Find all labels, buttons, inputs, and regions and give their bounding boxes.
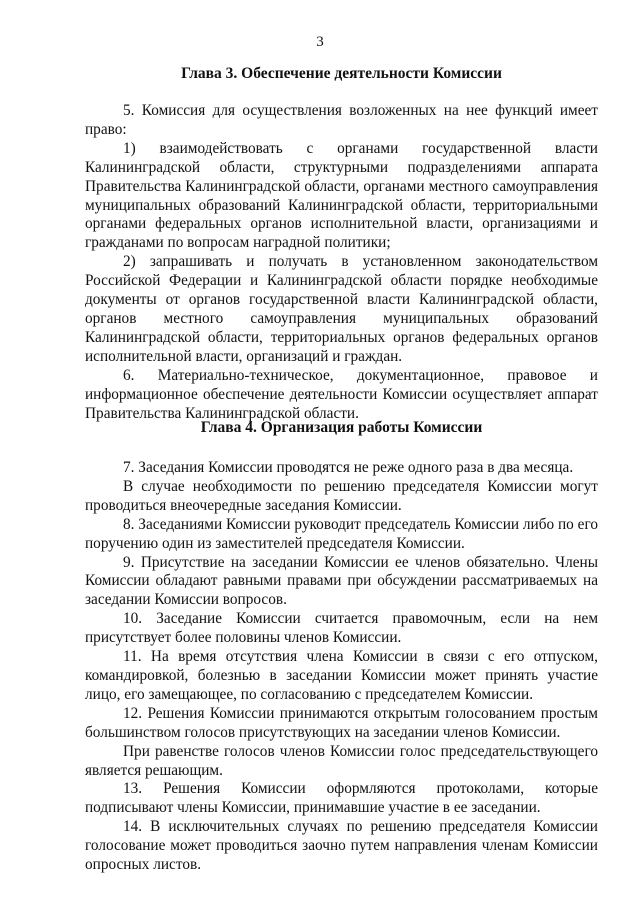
paragraph-10: 10. Заседание Комиссии считается правомочным, если на нем присутствует более половины членов Комиссии. xyxy=(85,610,598,647)
chapter-3-heading: Глава 3. Обеспечение деятельности Комиссии xyxy=(181,65,502,82)
paragraph-7: 7. Заседания Комиссии проводятся не реже одного раза в два месяца. xyxy=(123,459,574,476)
paragraph-6: 6. Материально-техническое, документационное, правовое и информационное обеспечение деятельности Комиссии осуществляет аппарат Правительства Калининградской области. xyxy=(85,366,598,422)
paragraph-8: 8. Заседаниями Комиссии руководит председатель Комиссии либо по его поручению один из заместителей председателя Комиссии. xyxy=(85,515,598,552)
paragraph-11: 11. На время отсутствия члена Комиссии в связи с его отпуском, командировкой, болезнью в заседании Комиссии может принять участие лицо, его замещающее, по согласованию с председателем Комиссии. xyxy=(85,648,598,703)
paragraph-9: 9. Присутствие на заседании Комиссии ее членов обязательно. Члены Комиссии обладают равными правами при обсуждении рассматриваемых на заседании Комиссии вопросов. xyxy=(85,553,598,609)
chapter-4-body xyxy=(85,459,598,875)
paragraph-12-extra: При равенстве голосов членов Комиссии голос председательствующего является решающим. xyxy=(85,742,598,779)
paragraph-5-item-1: 1) взаимодействовать с органами государственной власти Калининградской области, структурными подразделениями аппарата Правительства Калининградской области, органами местного самоуправления муниципальных образований Калининградской области, территориальными органами федеральных органов исполнительной власти, организациями и гражданами по вопросам наградной политики; xyxy=(85,139,598,252)
paragraph-5: 5. Комиссия для осуществления возложенных на нее функций имеет право: xyxy=(85,102,598,138)
chapter-4-heading: Глава 4. Организация работы Комиссии xyxy=(200,419,483,436)
chapter-3-body xyxy=(85,102,598,423)
page-number: 3 xyxy=(316,34,324,50)
paragraph-12: 12. Решения Комиссии принимаются открытым голосованием простым большинством голосов присутствующих на заседании членов Комиссии. xyxy=(85,704,598,741)
paragraph-13: 13. Решения Комиссии оформляются протоколами, которые подписывают члены Комиссии, принимавшие участие в ее заседании. xyxy=(85,780,598,817)
paragraph-5-item-2: 2) запрашивать и получать в установленном законодательством Российской Федерации и Калининградской области порядке необходимые документы от органов государственной власти Калининградской области, органов местного самоуправления муниципальных образований Калининградской области, территориальных органов федеральных органов исполнительной власти, организаций и граждан. xyxy=(85,253,598,365)
paragraph-7-extra: В случае необходимости по решению председателя Комиссии могут проводиться внеочередные заседания Комиссии. xyxy=(85,477,598,514)
paragraph-14: 14. В исключительных случаях по решению председателя Комиссии голосование может проводиться заочно путем направления членам Комиссии опросных листов. xyxy=(85,818,598,874)
